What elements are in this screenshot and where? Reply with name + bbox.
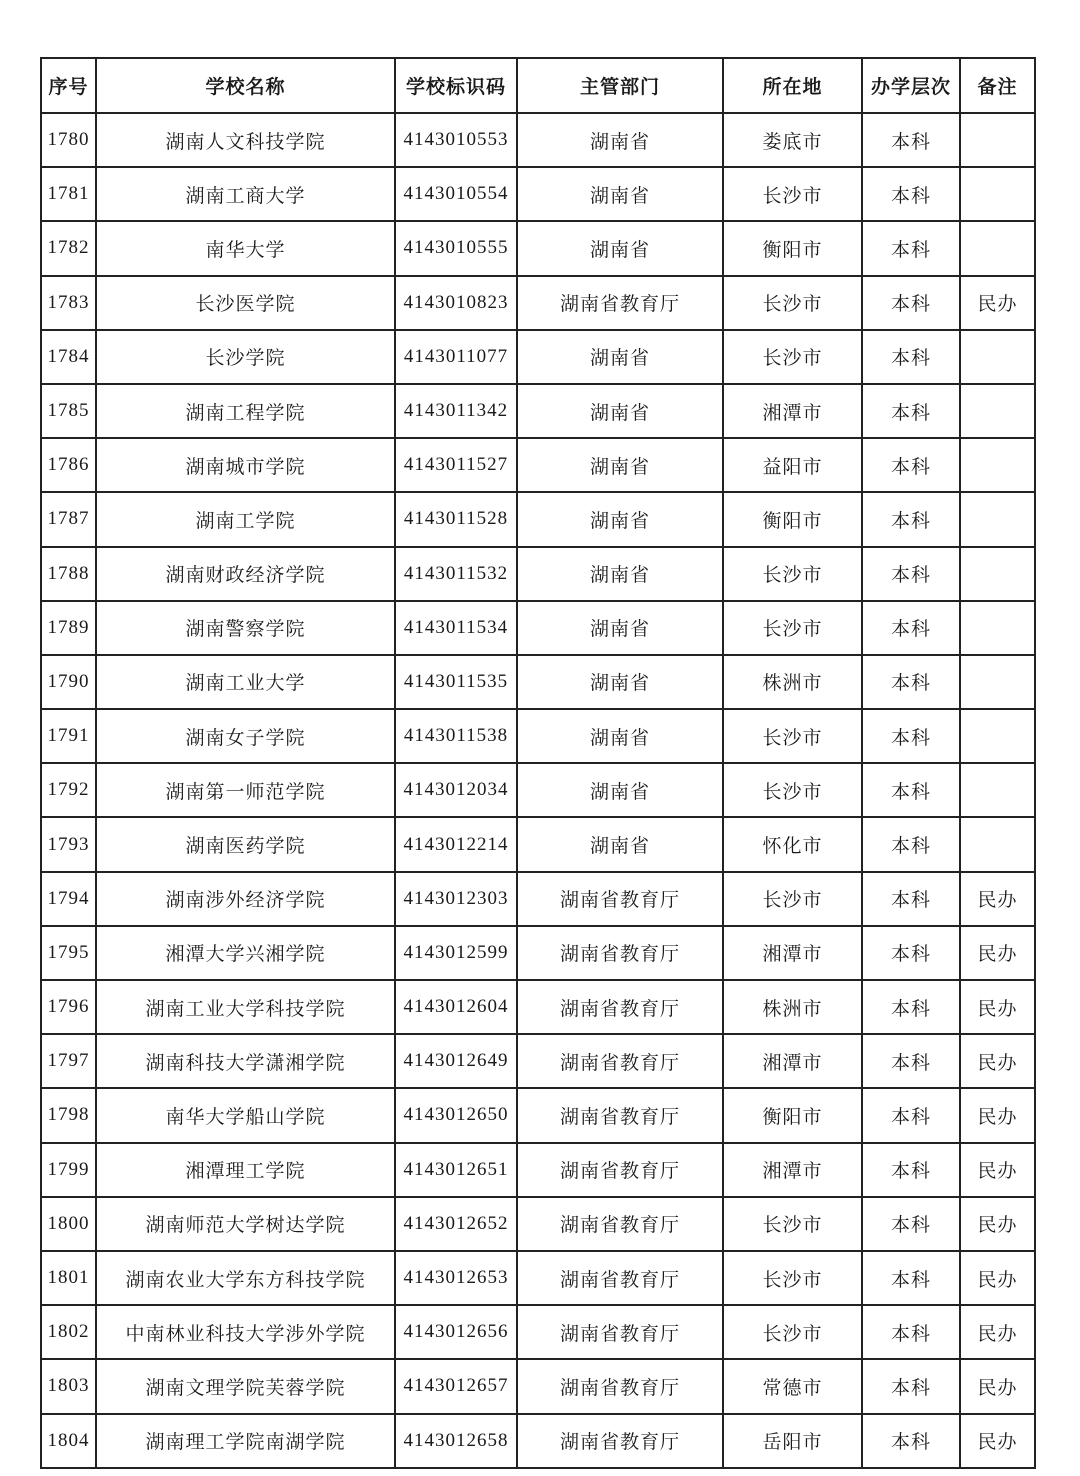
school-code-cell: 4143010555 bbox=[395, 221, 517, 275]
table-row bbox=[41, 1197, 1035, 1251]
location-cell: 长沙市 bbox=[723, 547, 862, 601]
school-name-cell: 湖南科技大学潇湘学院 bbox=[96, 1034, 395, 1088]
table-row bbox=[41, 655, 1035, 709]
table-row bbox=[41, 926, 1035, 980]
location-cell: 长沙市 bbox=[723, 276, 862, 330]
level-cell: 本科 bbox=[862, 167, 960, 221]
school-code-cell: 4143010554 bbox=[395, 167, 517, 221]
table-header bbox=[41, 58, 1035, 113]
level-cell: 本科 bbox=[862, 1143, 960, 1197]
serial-number-cell: 1801 bbox=[41, 1251, 96, 1305]
school-name-cell: 湖南女子学院 bbox=[96, 709, 395, 763]
school-code-cell: 4143011535 bbox=[395, 655, 517, 709]
remarks-cell bbox=[960, 167, 1035, 221]
school-name-cell: 湖南工业大学 bbox=[96, 655, 395, 709]
school-code-cell: 4143012303 bbox=[395, 872, 517, 926]
table-row bbox=[41, 113, 1035, 167]
school-name-cell: 南华大学 bbox=[96, 221, 395, 275]
remarks-cell bbox=[960, 763, 1035, 817]
table-row bbox=[41, 1305, 1035, 1359]
location-cell: 湘潭市 bbox=[723, 1143, 862, 1197]
serial-number-cell: 1800 bbox=[41, 1197, 96, 1251]
location-cell: 湘潭市 bbox=[723, 384, 862, 438]
header-row bbox=[41, 58, 1035, 113]
authority-cell: 湖南省 bbox=[517, 221, 723, 275]
authority-cell: 湖南省 bbox=[517, 492, 723, 546]
school-name-cell: 湖南工商大学 bbox=[96, 167, 395, 221]
header-col-location: 所在地 bbox=[723, 58, 862, 113]
serial-number-cell: 1789 bbox=[41, 601, 96, 655]
level-cell: 本科 bbox=[862, 492, 960, 546]
authority-cell: 湖南省 bbox=[517, 763, 723, 817]
table-row bbox=[41, 492, 1035, 546]
authority-cell: 湖南省教育厅 bbox=[517, 276, 723, 330]
table-row bbox=[41, 330, 1035, 384]
location-cell: 常德市 bbox=[723, 1359, 862, 1413]
level-cell: 本科 bbox=[862, 1305, 960, 1359]
header-col-school-name: 学校名称 bbox=[96, 58, 395, 113]
remarks-cell bbox=[960, 438, 1035, 492]
authority-cell: 湖南省教育厅 bbox=[517, 1197, 723, 1251]
table-row bbox=[41, 547, 1035, 601]
school-name-cell: 中南林业科技大学涉外学院 bbox=[96, 1305, 395, 1359]
serial-number-cell: 1796 bbox=[41, 980, 96, 1034]
level-cell: 本科 bbox=[862, 547, 960, 601]
serial-number-cell: 1786 bbox=[41, 438, 96, 492]
remarks-cell bbox=[960, 492, 1035, 546]
authority-cell: 湖南省 bbox=[517, 709, 723, 763]
location-cell: 衡阳市 bbox=[723, 1088, 862, 1142]
level-cell: 本科 bbox=[862, 276, 960, 330]
level-cell: 本科 bbox=[862, 113, 960, 167]
remarks-cell bbox=[960, 655, 1035, 709]
serial-number-cell: 1780 bbox=[41, 113, 96, 167]
location-cell: 长沙市 bbox=[723, 709, 862, 763]
serial-number-cell: 1795 bbox=[41, 926, 96, 980]
authority-cell: 湖南省教育厅 bbox=[517, 1034, 723, 1088]
school-code-cell: 4143011527 bbox=[395, 438, 517, 492]
serial-number-cell: 1790 bbox=[41, 655, 96, 709]
remarks-cell: 民办 bbox=[960, 276, 1035, 330]
table-row bbox=[41, 709, 1035, 763]
level-cell: 本科 bbox=[862, 438, 960, 492]
school-code-cell: 4143012599 bbox=[395, 926, 517, 980]
serial-number-cell: 1785 bbox=[41, 384, 96, 438]
school-name-cell: 湖南财政经济学院 bbox=[96, 547, 395, 601]
table-row bbox=[41, 872, 1035, 926]
remarks-cell: 民办 bbox=[960, 1414, 1035, 1468]
serial-number-cell: 1794 bbox=[41, 872, 96, 926]
table-row bbox=[41, 1414, 1035, 1468]
remarks-cell: 民办 bbox=[960, 1088, 1035, 1142]
authority-cell: 湖南省 bbox=[517, 655, 723, 709]
location-cell: 长沙市 bbox=[723, 1305, 862, 1359]
school-code-cell: 4143011532 bbox=[395, 547, 517, 601]
serial-number-cell: 1782 bbox=[41, 221, 96, 275]
level-cell: 本科 bbox=[862, 1034, 960, 1088]
level-cell: 本科 bbox=[862, 980, 960, 1034]
table-row bbox=[41, 980, 1035, 1034]
header-col-authority: 主管部门 bbox=[517, 58, 723, 113]
serial-number-cell: 1799 bbox=[41, 1143, 96, 1197]
location-cell: 株洲市 bbox=[723, 655, 862, 709]
remarks-cell bbox=[960, 547, 1035, 601]
serial-number-cell: 1788 bbox=[41, 547, 96, 601]
school-code-cell: 4143012657 bbox=[395, 1359, 517, 1413]
authority-cell: 湖南省教育厅 bbox=[517, 1088, 723, 1142]
table-row bbox=[41, 1359, 1035, 1413]
school-name-cell: 湘潭理工学院 bbox=[96, 1143, 395, 1197]
location-cell: 岳阳市 bbox=[723, 1414, 862, 1468]
level-cell: 本科 bbox=[862, 1088, 960, 1142]
school-code-cell: 4143012656 bbox=[395, 1305, 517, 1359]
serial-number-cell: 1803 bbox=[41, 1359, 96, 1413]
remarks-cell: 民办 bbox=[960, 872, 1035, 926]
table-row bbox=[41, 763, 1035, 817]
school-code-cell: 4143011528 bbox=[395, 492, 517, 546]
remarks-cell bbox=[960, 330, 1035, 384]
remarks-cell bbox=[960, 113, 1035, 167]
remarks-cell bbox=[960, 384, 1035, 438]
level-cell: 本科 bbox=[862, 763, 960, 817]
school-name-cell: 湖南工业大学科技学院 bbox=[96, 980, 395, 1034]
remarks-cell: 民办 bbox=[960, 1197, 1035, 1251]
level-cell: 本科 bbox=[862, 601, 960, 655]
school-name-cell: 南华大学船山学院 bbox=[96, 1088, 395, 1142]
level-cell: 本科 bbox=[862, 655, 960, 709]
serial-number-cell: 1802 bbox=[41, 1305, 96, 1359]
remarks-cell: 民办 bbox=[960, 980, 1035, 1034]
school-code-cell: 4143011342 bbox=[395, 384, 517, 438]
serial-number-cell: 1784 bbox=[41, 330, 96, 384]
school-name-cell: 湖南师范大学树达学院 bbox=[96, 1197, 395, 1251]
location-cell: 衡阳市 bbox=[723, 492, 862, 546]
level-cell: 本科 bbox=[862, 1251, 960, 1305]
table-body bbox=[41, 113, 1035, 1468]
authority-cell: 湖南省教育厅 bbox=[517, 1251, 723, 1305]
table-row bbox=[41, 601, 1035, 655]
level-cell: 本科 bbox=[862, 221, 960, 275]
remarks-cell bbox=[960, 221, 1035, 275]
level-cell: 本科 bbox=[862, 330, 960, 384]
authority-cell: 湖南省教育厅 bbox=[517, 872, 723, 926]
school-code-cell: 4143012650 bbox=[395, 1088, 517, 1142]
school-code-cell: 4143010823 bbox=[395, 276, 517, 330]
level-cell: 本科 bbox=[862, 1359, 960, 1413]
school-name-cell: 湖南医药学院 bbox=[96, 817, 395, 871]
remarks-cell: 民办 bbox=[960, 926, 1035, 980]
table-row bbox=[41, 1088, 1035, 1142]
school-code-cell: 4143012652 bbox=[395, 1197, 517, 1251]
school-name-cell: 湖南警察学院 bbox=[96, 601, 395, 655]
school-code-cell: 4143012658 bbox=[395, 1414, 517, 1468]
remarks-cell: 民办 bbox=[960, 1305, 1035, 1359]
table-row bbox=[41, 1251, 1035, 1305]
level-cell: 本科 bbox=[862, 384, 960, 438]
serial-number-cell: 1783 bbox=[41, 276, 96, 330]
header-col-school-code: 学校标识码 bbox=[395, 58, 517, 113]
school-name-cell: 湖南文理学院芙蓉学院 bbox=[96, 1359, 395, 1413]
school-code-cell: 4143010553 bbox=[395, 113, 517, 167]
serial-number-cell: 1804 bbox=[41, 1414, 96, 1468]
school-name-cell: 湖南第一师范学院 bbox=[96, 763, 395, 817]
level-cell: 本科 bbox=[862, 709, 960, 763]
location-cell: 益阳市 bbox=[723, 438, 862, 492]
header-col-remarks: 备注 bbox=[960, 58, 1035, 113]
level-cell: 本科 bbox=[862, 926, 960, 980]
authority-cell: 湖南省 bbox=[517, 330, 723, 384]
school-name-cell: 长沙医学院 bbox=[96, 276, 395, 330]
table-row bbox=[41, 167, 1035, 221]
authority-cell: 湖南省教育厅 bbox=[517, 1414, 723, 1468]
university-list-table bbox=[40, 57, 1036, 1469]
location-cell: 长沙市 bbox=[723, 1197, 862, 1251]
remarks-cell: 民办 bbox=[960, 1143, 1035, 1197]
header-col-serial-number: 序号 bbox=[41, 58, 96, 113]
serial-number-cell: 1787 bbox=[41, 492, 96, 546]
school-code-cell: 4143011077 bbox=[395, 330, 517, 384]
location-cell: 湘潭市 bbox=[723, 926, 862, 980]
school-code-cell: 4143012034 bbox=[395, 763, 517, 817]
table-row bbox=[41, 438, 1035, 492]
table-row bbox=[41, 1034, 1035, 1088]
authority-cell: 湖南省 bbox=[517, 438, 723, 492]
school-code-cell: 4143011534 bbox=[395, 601, 517, 655]
location-cell: 长沙市 bbox=[723, 601, 862, 655]
table-row bbox=[41, 276, 1035, 330]
remarks-cell: 民办 bbox=[960, 1251, 1035, 1305]
school-name-cell: 湖南城市学院 bbox=[96, 438, 395, 492]
school-name-cell: 湖南农业大学东方科技学院 bbox=[96, 1251, 395, 1305]
location-cell: 长沙市 bbox=[723, 763, 862, 817]
header-col-level: 办学层次 bbox=[862, 58, 960, 113]
authority-cell: 湖南省 bbox=[517, 547, 723, 601]
location-cell: 娄底市 bbox=[723, 113, 862, 167]
level-cell: 本科 bbox=[862, 817, 960, 871]
authority-cell: 湖南省 bbox=[517, 601, 723, 655]
school-name-cell: 湖南工程学院 bbox=[96, 384, 395, 438]
authority-cell: 湖南省教育厅 bbox=[517, 1305, 723, 1359]
school-code-cell: 4143012653 bbox=[395, 1251, 517, 1305]
serial-number-cell: 1791 bbox=[41, 709, 96, 763]
remarks-cell bbox=[960, 601, 1035, 655]
authority-cell: 湖南省教育厅 bbox=[517, 1143, 723, 1197]
school-code-cell: 4143011538 bbox=[395, 709, 517, 763]
location-cell: 长沙市 bbox=[723, 872, 862, 926]
level-cell: 本科 bbox=[862, 872, 960, 926]
serial-number-cell: 1797 bbox=[41, 1034, 96, 1088]
location-cell: 长沙市 bbox=[723, 330, 862, 384]
remarks-cell: 民办 bbox=[960, 1359, 1035, 1413]
school-name-cell: 长沙学院 bbox=[96, 330, 395, 384]
authority-cell: 湖南省 bbox=[517, 817, 723, 871]
serial-number-cell: 1781 bbox=[41, 167, 96, 221]
authority-cell: 湖南省教育厅 bbox=[517, 1359, 723, 1413]
location-cell: 长沙市 bbox=[723, 167, 862, 221]
table-row bbox=[41, 384, 1035, 438]
authority-cell: 湖南省 bbox=[517, 113, 723, 167]
remarks-cell bbox=[960, 817, 1035, 871]
authority-cell: 湖南省教育厅 bbox=[517, 926, 723, 980]
location-cell: 长沙市 bbox=[723, 1251, 862, 1305]
school-code-cell: 4143012649 bbox=[395, 1034, 517, 1088]
location-cell: 衡阳市 bbox=[723, 221, 862, 275]
remarks-cell bbox=[960, 709, 1035, 763]
location-cell: 怀化市 bbox=[723, 817, 862, 871]
school-code-cell: 4143012651 bbox=[395, 1143, 517, 1197]
school-code-cell: 4143012604 bbox=[395, 980, 517, 1034]
level-cell: 本科 bbox=[862, 1414, 960, 1468]
level-cell: 本科 bbox=[862, 1197, 960, 1251]
table-row bbox=[41, 817, 1035, 871]
school-name-cell: 湖南理工学院南湖学院 bbox=[96, 1414, 395, 1468]
serial-number-cell: 1798 bbox=[41, 1088, 96, 1142]
authority-cell: 湖南省教育厅 bbox=[517, 980, 723, 1034]
school-name-cell: 湘潭大学兴湘学院 bbox=[96, 926, 395, 980]
table-row bbox=[41, 221, 1035, 275]
school-code-cell: 4143012214 bbox=[395, 817, 517, 871]
school-name-cell: 湖南工学院 bbox=[96, 492, 395, 546]
school-name-cell: 湖南人文科技学院 bbox=[96, 113, 395, 167]
serial-number-cell: 1792 bbox=[41, 763, 96, 817]
location-cell: 湘潭市 bbox=[723, 1034, 862, 1088]
location-cell: 株洲市 bbox=[723, 980, 862, 1034]
remarks-cell: 民办 bbox=[960, 1034, 1035, 1088]
authority-cell: 湖南省 bbox=[517, 384, 723, 438]
school-name-cell: 湖南涉外经济学院 bbox=[96, 872, 395, 926]
authority-cell: 湖南省 bbox=[517, 167, 723, 221]
table-row bbox=[41, 1143, 1035, 1197]
serial-number-cell: 1793 bbox=[41, 817, 96, 871]
